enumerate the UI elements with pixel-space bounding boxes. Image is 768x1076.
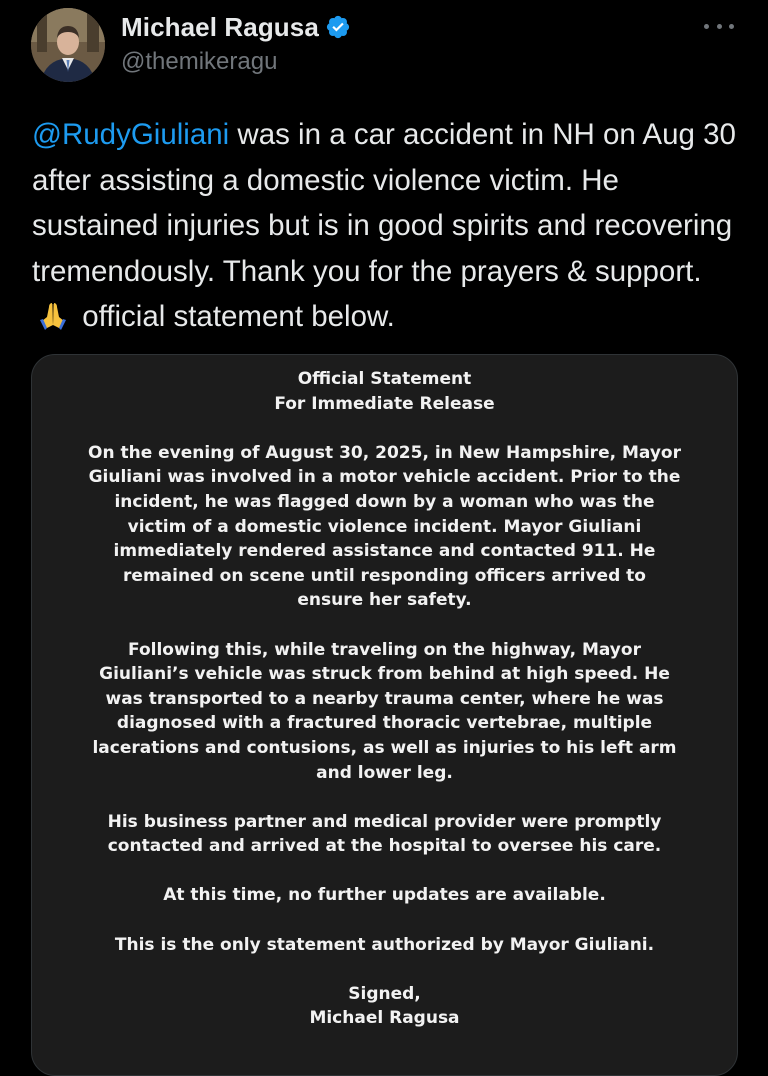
statement-paragraph-2: [32, 638, 737, 786]
verified-badge-icon: [325, 14, 351, 40]
paragraph-line: Following this, while traveling on the highway, Mayor: [128, 639, 641, 660]
tweet-body: was in a car accident in NH on Aug 30 after assisting a domestic violence victim. He sustained injuries but is in good spirits and recovering tremendously. Thank you for the prayers & support.: [32, 118, 736, 288]
statement-subtitle: For Immediate Release: [274, 393, 495, 414]
author-display-name[interactable]: Michael Ragusa: [121, 11, 319, 42]
more-dots-icon[interactable]: [704, 14, 734, 38]
paragraph-line: His business partner and medical provider were promptly: [107, 811, 662, 832]
paragraph-line: lacerations and contusions, as well as injuries to his left arm: [92, 737, 677, 758]
author-name-row: [121, 10, 351, 44]
mention-link[interactable]: @RudyGiuliani: [32, 118, 230, 151]
paragraph-line: contacted and arrived at the hospital to oversee his care.: [107, 836, 662, 857]
avatar[interactable]: [31, 8, 105, 82]
statement-image[interactable]: [31, 354, 738, 1076]
statement-title: Official Statement: [297, 369, 472, 389]
paragraph-line: incident, he was flagged down by a woman who was the: [114, 491, 655, 512]
paragraph-line: Giuliani’s vehicle was struck from behind at high speed. He: [99, 664, 670, 685]
paragraph-line: was transported to a nearby trauma center, where he was: [105, 688, 664, 709]
tweet-text: [32, 112, 742, 340]
dot: [717, 24, 722, 29]
dot: [704, 24, 709, 29]
statement-paragraph-4: At this time, no further updates are available.: [163, 885, 606, 906]
statement-signed-name: Michael Ragusa: [309, 1008, 460, 1029]
paragraph-line: On the evening of August 30, 2025, in New Hampshire, Mayor: [88, 442, 681, 463]
paragraph-line: remained on scene until responding officers arrived to: [123, 565, 646, 586]
paragraph-line: victim of a domestic violence incident. Mayor Giuliani: [127, 516, 642, 537]
paragraph-line: immediately rendered assistance and contacted 911. He: [113, 541, 656, 562]
tweet-header: [0, 0, 768, 100]
paragraph-line: and lower leg.: [316, 762, 453, 783]
statement-text: [32, 367, 737, 1031]
tweet-body-end: official statement below.: [74, 300, 395, 333]
dot: [729, 24, 734, 29]
avatar-photo: [31, 8, 105, 82]
paragraph-line: Giuliani was involved in a motor vehicle accident. Prior to the: [88, 467, 681, 488]
folded-hands-icon: [34, 299, 72, 331]
statement-signed-label: Signed,: [348, 983, 421, 1004]
statement-paragraph-3: [32, 810, 737, 859]
paragraph-line: ensure her safety.: [297, 590, 472, 611]
paragraph-line: diagnosed with a fractured thoracic vertebrae, multiple: [116, 713, 653, 734]
statement-paragraph-1: [32, 441, 737, 613]
statement-paragraph-5: This is the only statement authorized by Mayor Giuliani.: [114, 934, 655, 955]
author-handle[interactable]: @themikeragu: [121, 48, 278, 75]
